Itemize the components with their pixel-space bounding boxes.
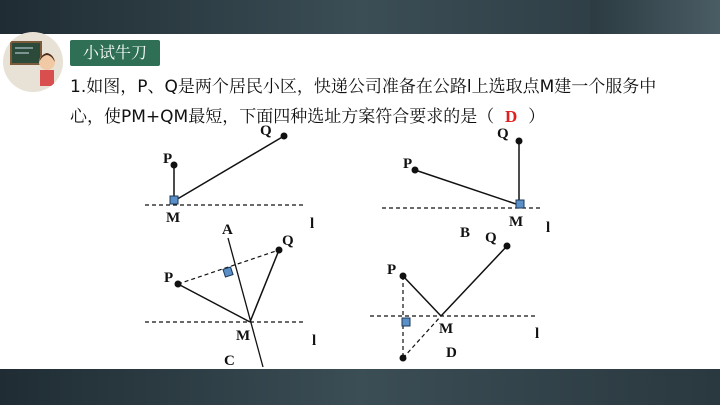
label-l-c: l [312, 333, 317, 349]
section-title-tag: 小试牛刀 [70, 40, 160, 66]
point-q-a [281, 133, 288, 140]
label-tag-b: B [460, 225, 471, 241]
question-line-2-prefix: 心，使PM+QM最短，下面四种选址方案符合要求的是（ [70, 107, 495, 127]
label-l-b: l [546, 220, 551, 236]
right-angle-marker-a [170, 196, 178, 204]
segment-qm-c [250, 250, 279, 322]
label-m-b: M [509, 214, 524, 230]
segment-pm-c [178, 284, 250, 322]
label-m-a: M [166, 210, 181, 226]
segment-qm-a [174, 136, 284, 201]
label-q-d: Q [485, 230, 497, 246]
label-m-d: M [439, 321, 454, 337]
label-p-c: P [164, 270, 174, 286]
label-tag-c: C [224, 353, 235, 369]
label-tag-top-c: A [222, 222, 233, 238]
segment-pq-dashed-c [178, 250, 279, 284]
point-p-reflected-d [400, 355, 407, 362]
label-p-b: P [403, 156, 413, 172]
label-q-c: Q [282, 233, 294, 249]
question-line-2-suffix: ） [528, 107, 546, 127]
segment-pm-d [403, 276, 441, 316]
point-p-c [175, 281, 182, 288]
figure-a [145, 123, 314, 232]
right-angle-marker-d [402, 318, 410, 326]
figure-d [370, 230, 539, 362]
right-angle-marker-b [516, 200, 524, 208]
point-p-b [412, 167, 419, 174]
label-q-b: Q [497, 126, 509, 142]
segment-qm-d [441, 246, 507, 316]
right-angle-marker-c [223, 267, 233, 277]
label-m-c: M [236, 328, 251, 344]
label-tag-d: D [446, 345, 457, 361]
segment-pm-b [415, 170, 519, 205]
label-p-d: P [387, 262, 397, 278]
label-l-d: l [535, 326, 540, 342]
label-p-a: P [163, 151, 173, 167]
point-p-d [400, 273, 407, 280]
figure-c [145, 222, 316, 369]
point-q-b [516, 138, 523, 145]
label-l-a: l [310, 216, 315, 232]
point-q-d [504, 243, 511, 250]
answer-choice: D [505, 107, 518, 126]
question-line-1: 1.如图，P、Q是两个居民小区，快递公司准备在公路l上选取点M建一个服务中 [70, 77, 657, 97]
label-q-a: Q [260, 123, 272, 139]
figure-b [382, 126, 550, 241]
